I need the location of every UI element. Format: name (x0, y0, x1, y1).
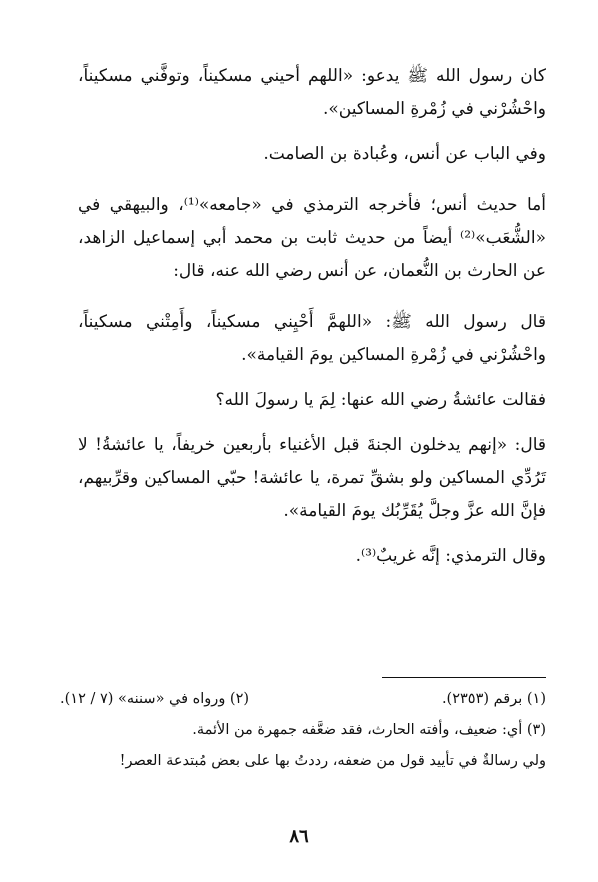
paragraph-tirmidhi-verdict: وقال الترمذي: إنَّه غريبٌ⁽³⁾. (355, 546, 546, 566)
footnote-1: (١) برقم (٢٣٥٣). (441, 691, 546, 707)
paragraph-chapter-note: وفي الباب عن أنس، وعُبادة بن الصامت. (263, 144, 546, 164)
paragraph-anas-takhrij: أما حديث أنس؛ فأخرجه الترمذي في «جامعه»⁽¹⁾، والبيهقي في «الشُّعَب»⁽²⁾ أيضاً من حديث ثابت بن محمد أبي إسماعيل الزاهد، عن الحارث بن النُّعمان، عن أنس رضي الله عنه، قال: (78, 195, 546, 281)
hadith-paragraph-2: قال رسول الله ﷺ: «اللهمَّ أَحْيِني مسكيناً، وأَمِتْني مسكيناً، واحْشُرْني في زُمْرةِ المساكين يومَ القيامة». (78, 312, 546, 365)
main-text (78, 60, 546, 573)
footnote-separator (382, 677, 546, 678)
footnote-3-continuation: ولي رسالةٌ في تأييد قول من ضعفه، رددتُ بها على بعض مُبتدعة العصر! (119, 753, 546, 769)
footnote-row (60, 684, 546, 715)
footnote-3: (٣) أي: ضعيف، وأفته الحارث، فقد ضعَّفه جمهرة من الأئمة. (192, 722, 546, 738)
footnote-2: (٢) ورواه في «سننه» (٧ / ١٢). (60, 691, 250, 707)
page-number: ٨٦ (289, 826, 309, 847)
footnotes (60, 684, 546, 777)
hadith-paragraph-1: كان رسول الله ﷺ يدعو: «اللهم أحيني مسكيناً، وتوفَّني مسكيناً، واحْشُرْني في زُمْرةِ المساكين». (78, 66, 546, 119)
hadith-paragraph-3: قال: «إنهم يدخلون الجنةَ قبل الأغنياء بأربعين خريفاً، يا عائشةُ! لا تَرُدِّي المساكين ولو بشقِّ تمرة، يا عائشة! حبّي المساكين وقرِّبيهم، فإنَّ الله عزَّ وجلَّ يُقَرِّبُك يومَ القيامة». (78, 435, 546, 521)
paragraph-aisha-question: فقالت عائشةُ رضي الله عنها: لِمَ يا رسولَ الله؟ (215, 390, 546, 410)
